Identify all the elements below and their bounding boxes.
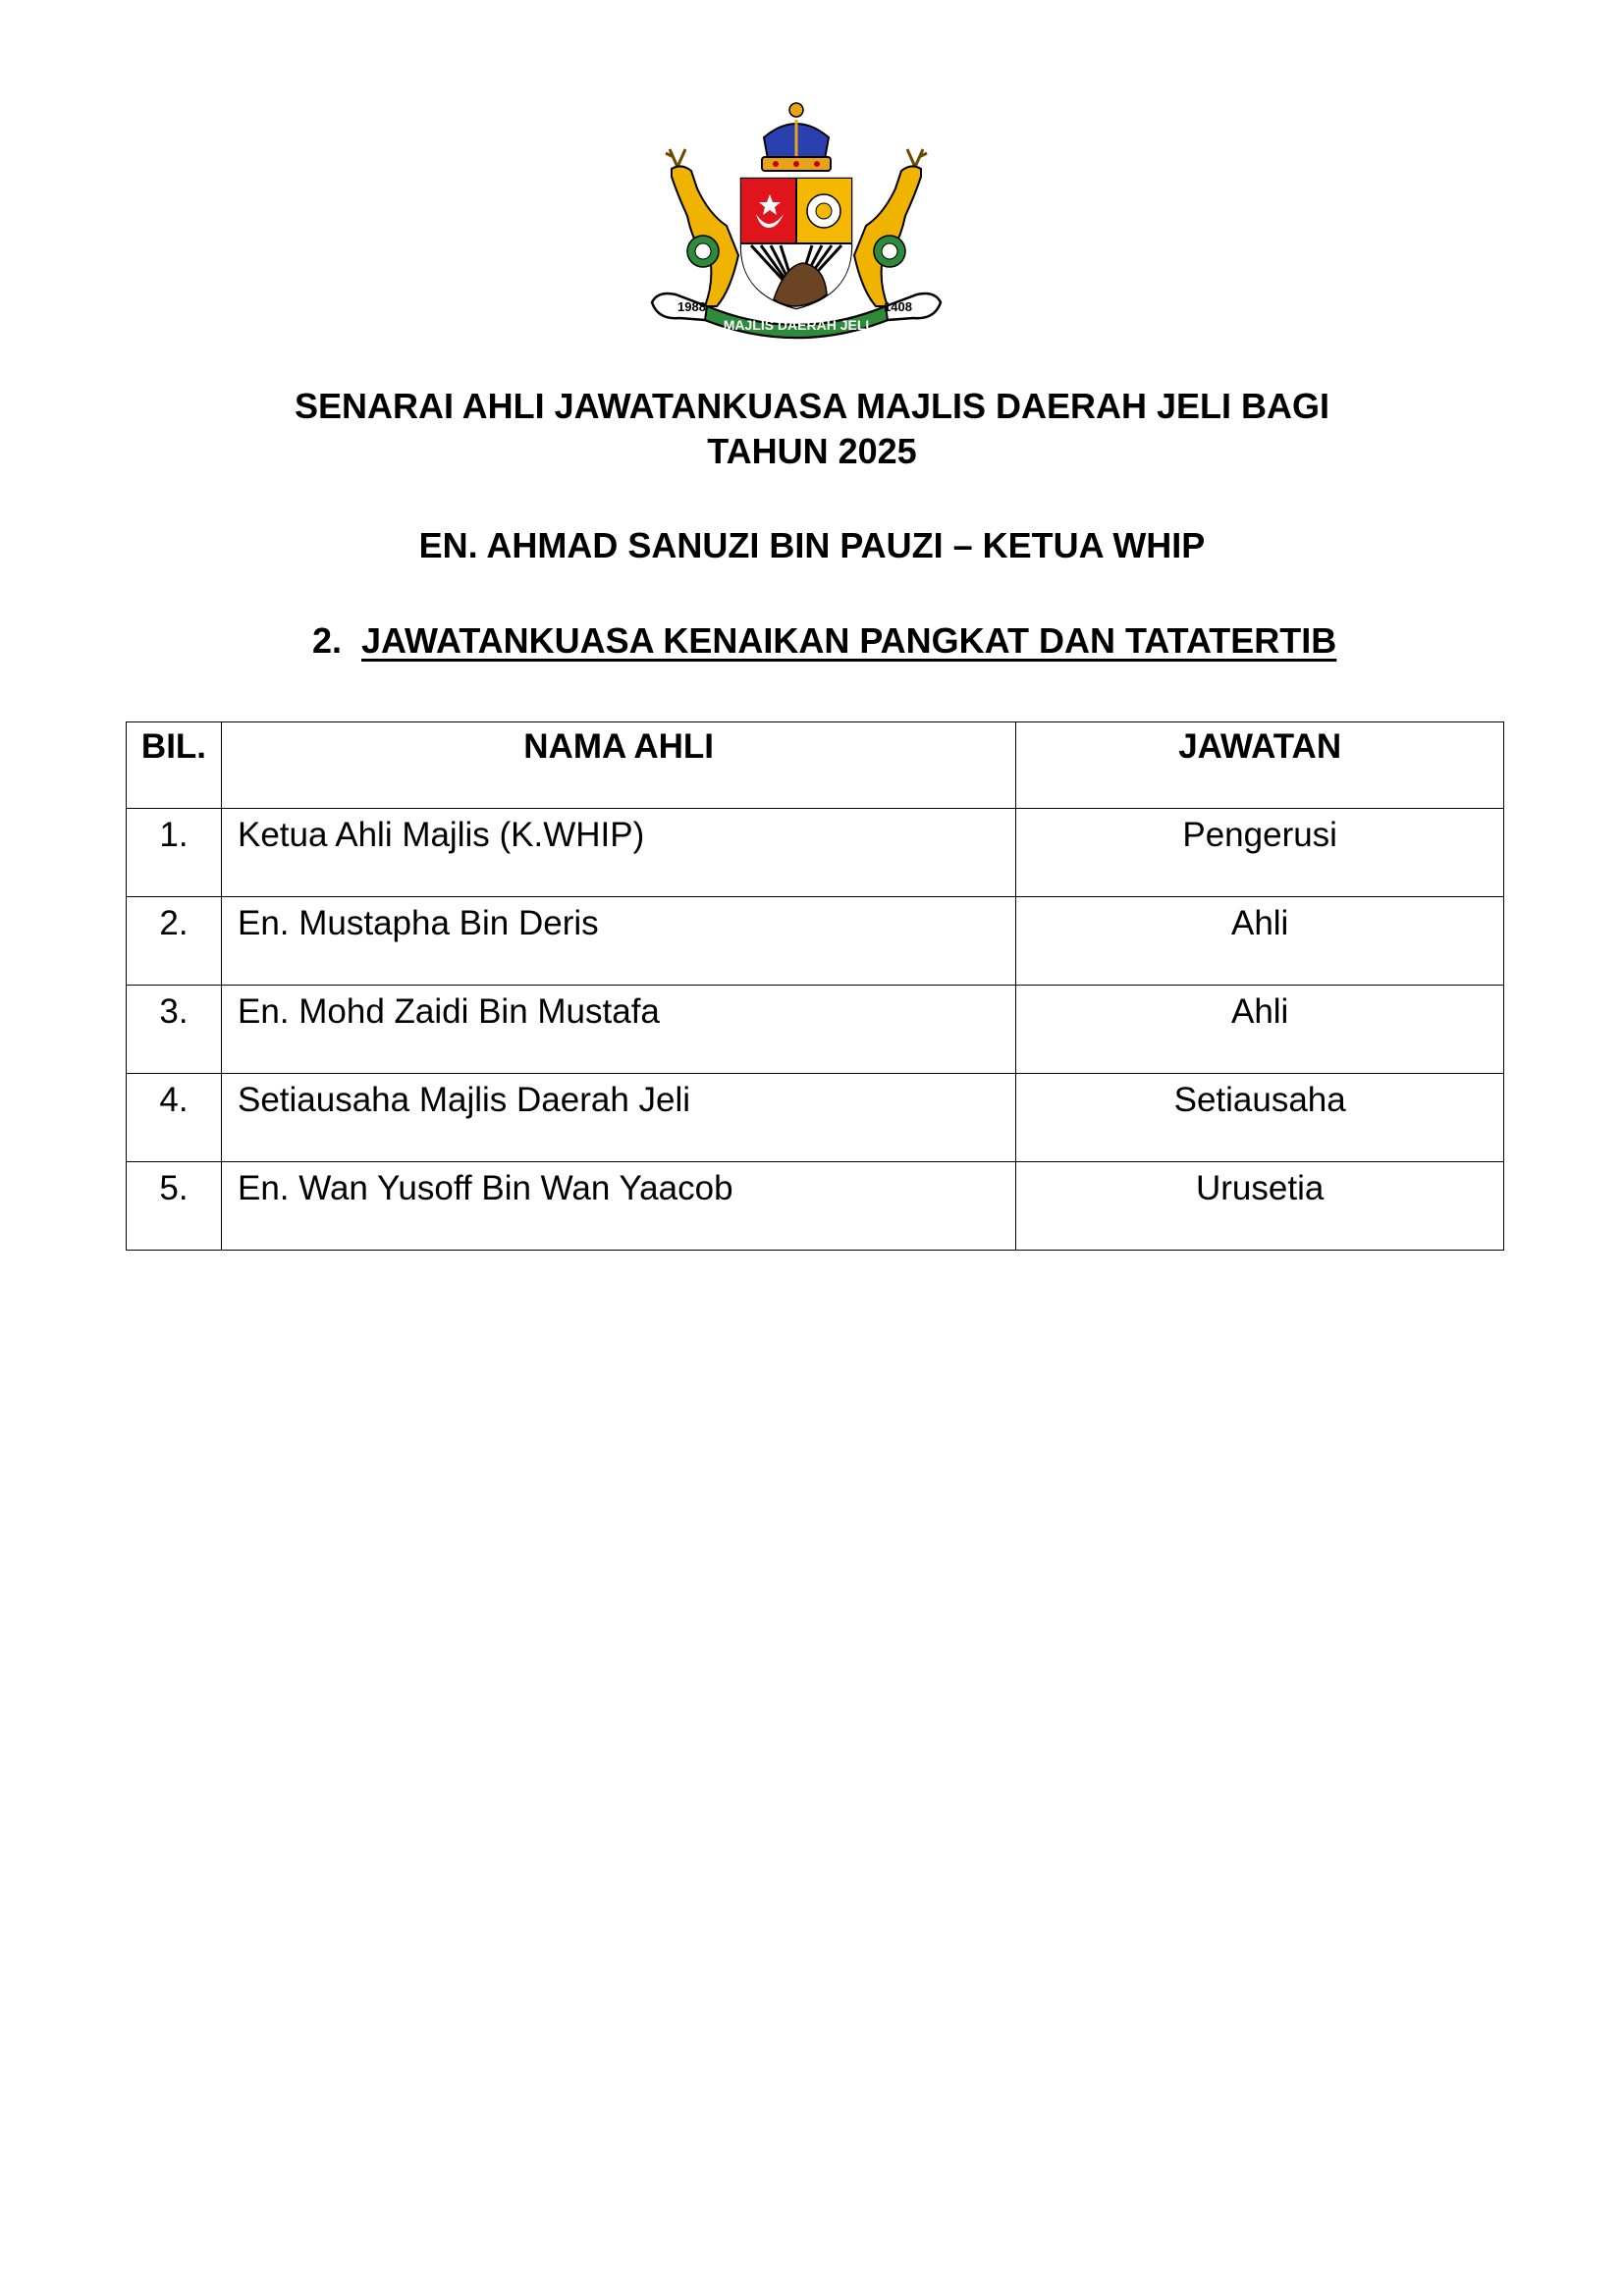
- row-nama: Setiausaha Majlis Daerah Jeli: [221, 1074, 1015, 1162]
- ketua-whip-line: EN. AHMAD SANUZI BIN PAUZI – KETUA WHIP: [418, 525, 1206, 565]
- ribbon-year-left: 1988: [677, 299, 706, 314]
- table-row: [127, 986, 1504, 1074]
- row-jawatan: Urusetia: [1016, 1162, 1504, 1251]
- row-bil: 2.: [127, 897, 222, 986]
- row-bil: 3.: [127, 986, 222, 1074]
- row-bil: 4.: [127, 1074, 222, 1162]
- row-jawatan: Setiausaha: [1016, 1074, 1504, 1162]
- table-row: [127, 1162, 1504, 1251]
- page-title-line-1: SENARAI AHLI JAWATANKUASA MAJLIS DAERAH JELI BAGI: [294, 386, 1330, 426]
- header-bil: BIL.: [127, 722, 222, 809]
- table-row: [127, 897, 1504, 986]
- table-header-row: [127, 722, 1504, 809]
- row-nama: Ketua Ahli Majlis (K.WHIP): [221, 809, 1015, 897]
- section-title: JAWATANKUASA KENAIKAN PANGKAT DAN TATATERTIB: [361, 620, 1337, 661]
- shield-icon: [741, 179, 851, 308]
- row-nama: En. Mohd Zaidi Bin Mustafa: [221, 986, 1015, 1074]
- ribbon-year-right: 1408: [884, 299, 912, 314]
- row-jawatan: Ahli: [1016, 897, 1504, 986]
- row-bil: 1.: [127, 809, 222, 897]
- row-nama: En. Mustapha Bin Deris: [221, 897, 1015, 986]
- section-number: 2.: [312, 620, 343, 661]
- members-table: [126, 721, 1504, 1251]
- right-deer-icon: [854, 149, 927, 306]
- row-bil: 5.: [127, 1162, 222, 1251]
- table-row: [127, 1074, 1504, 1162]
- majlis-daerah-jeli-crest: [648, 98, 945, 358]
- ribbon-text: MAJLIS DAERAH JELI: [723, 317, 870, 333]
- table-row: [127, 809, 1504, 897]
- left-deer-icon: [666, 149, 738, 306]
- header-jawatan: JAWATAN: [1016, 722, 1504, 809]
- page-title-line-2: TAHUN 2025: [707, 431, 917, 471]
- crown-icon: [762, 103, 831, 171]
- section-heading: [312, 618, 1336, 664]
- row-jawatan: Pengerusi: [1016, 809, 1504, 897]
- row-jawatan: Ahli: [1016, 986, 1504, 1074]
- row-nama: En. Wan Yusoff Bin Wan Yaacob: [221, 1162, 1015, 1251]
- header-nama-ahli: NAMA AHLI: [221, 722, 1015, 809]
